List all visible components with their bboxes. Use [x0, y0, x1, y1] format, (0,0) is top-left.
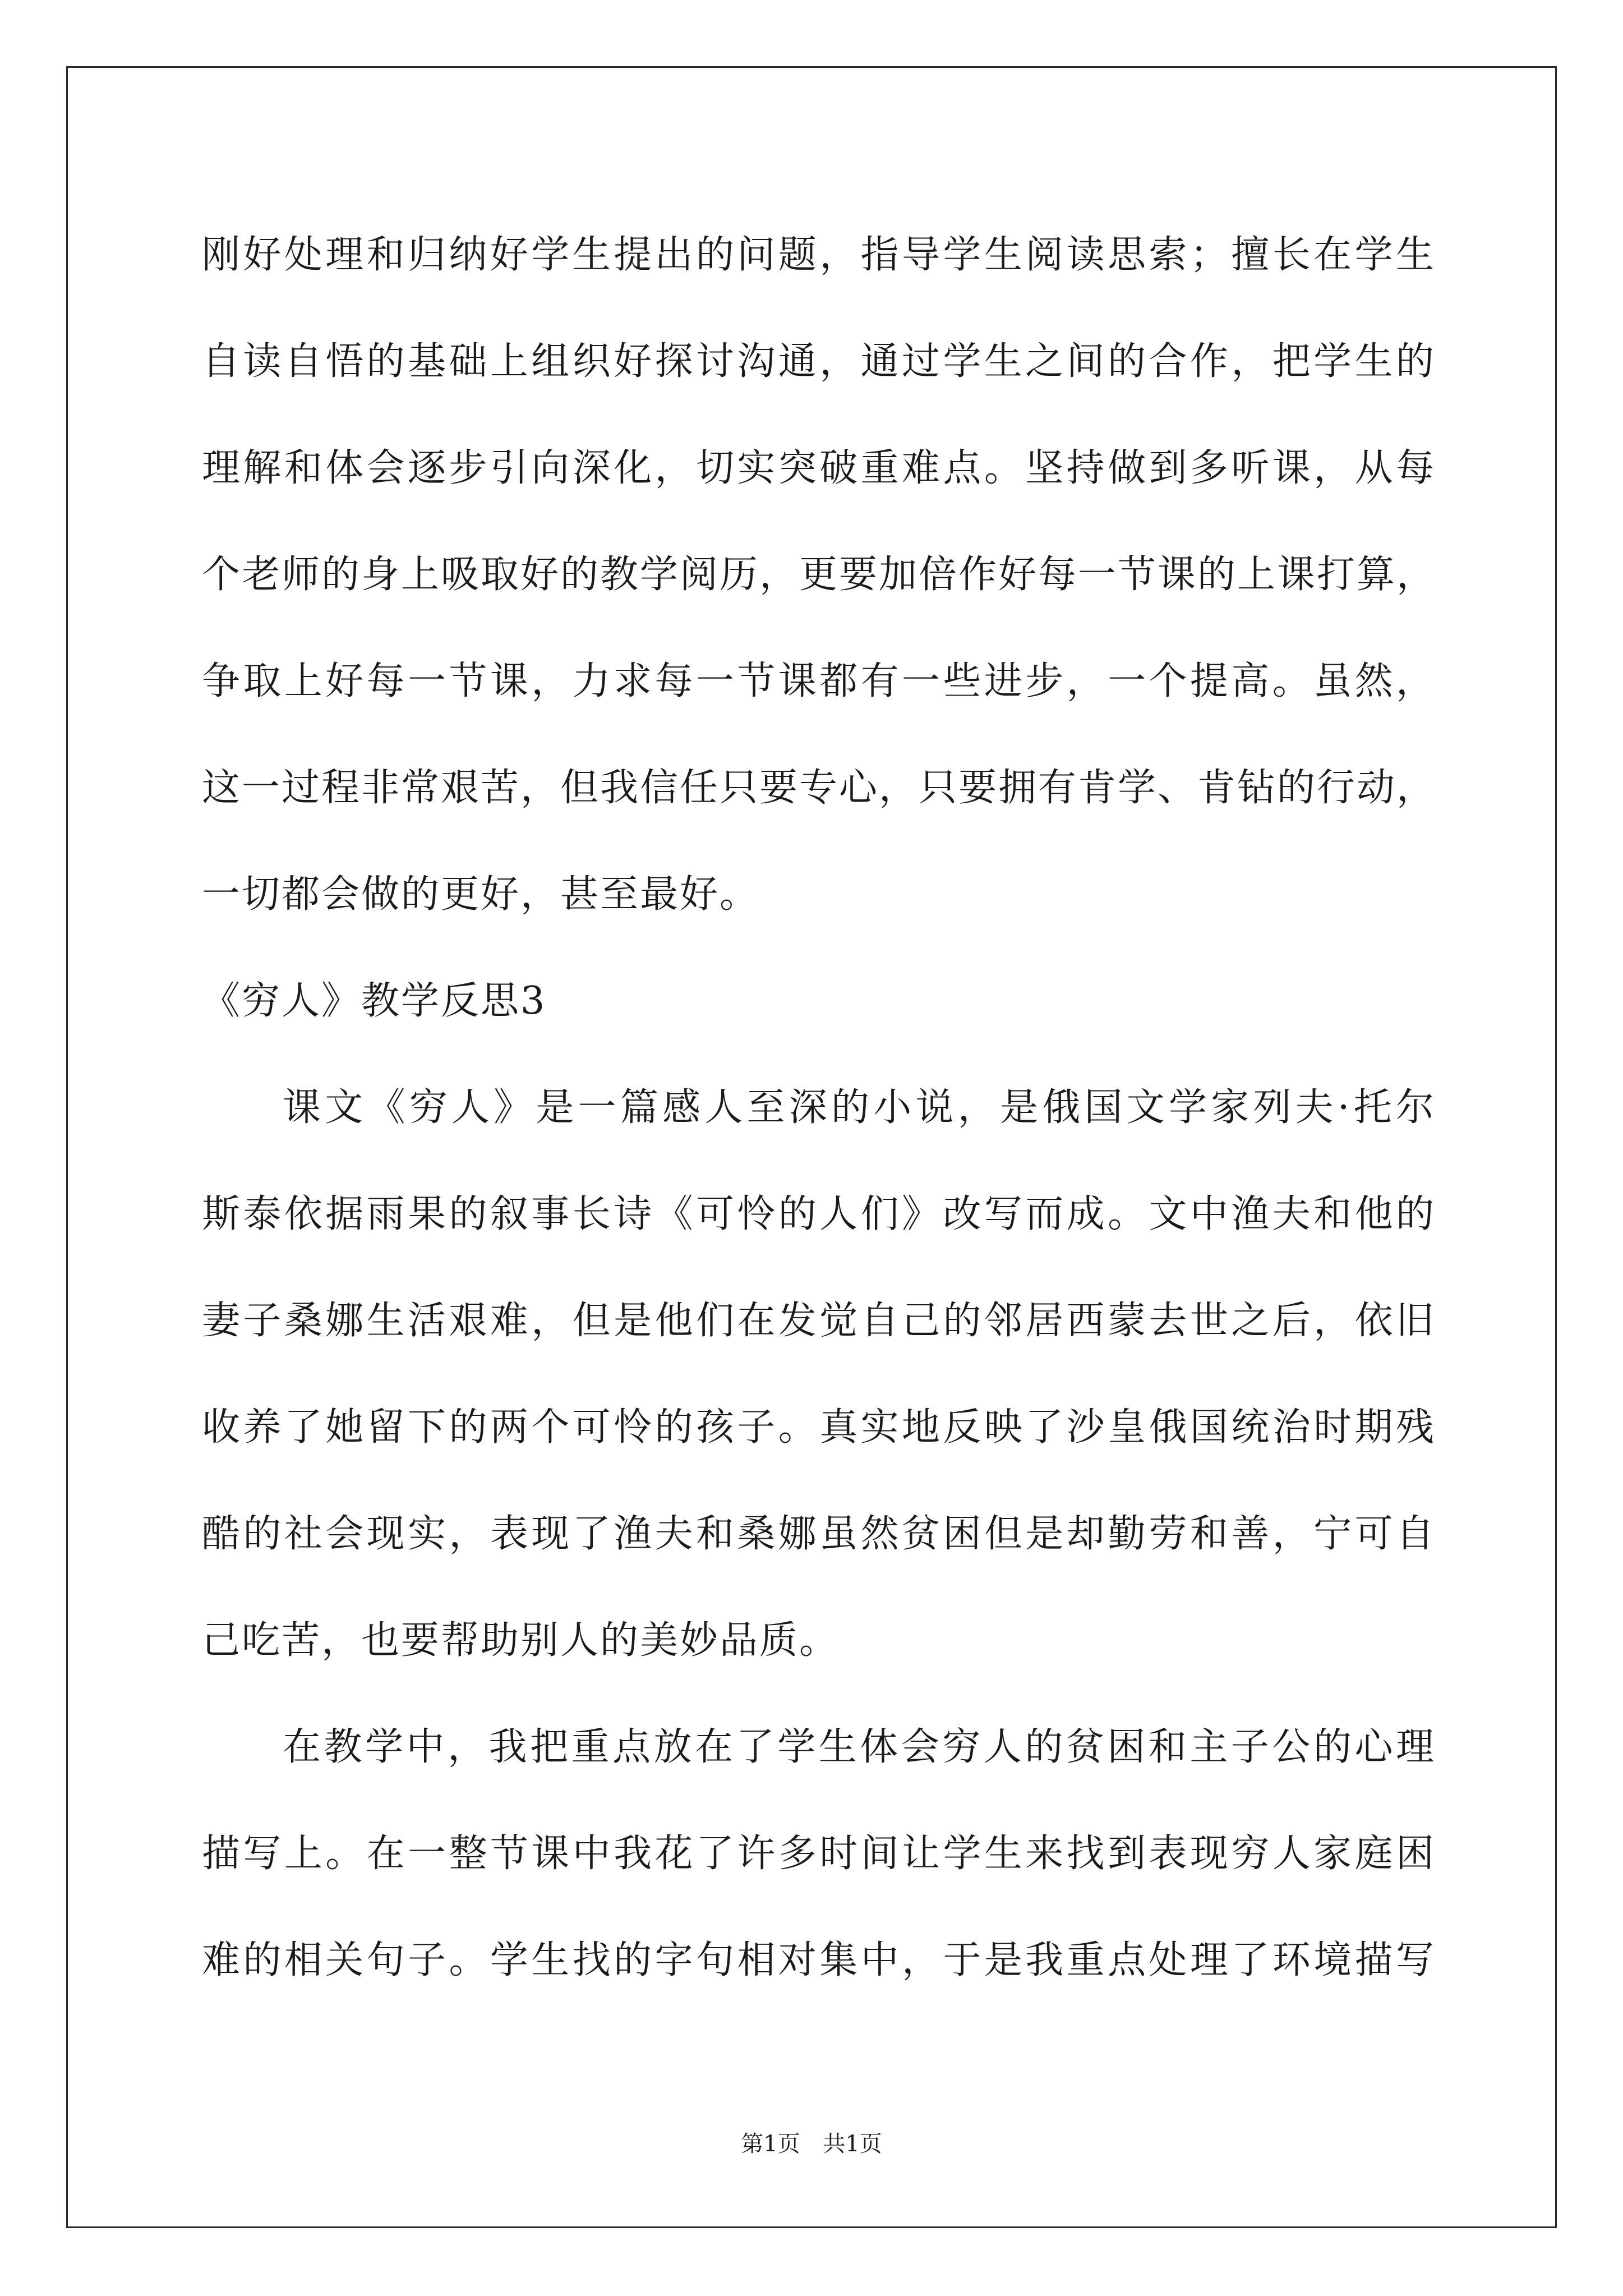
paragraph-line: 课文《穷人》是一篇感人至深的小说，是俄国文学家列夫·托尔	[283, 1085, 1436, 1130]
paragraph-line: 个老师的身上吸取好的教学阅历，更要加倍作好每一节课的上课打算，	[202, 553, 1437, 597]
page-footer	[0, 2126, 1623, 2158]
paragraph-line: 斯泰依据雨果的叙事长诗《可怜的人们》改写而成。文中渔夫和他的	[202, 1192, 1436, 1236]
document-body	[202, 202, 1436, 2014]
paragraph-line: 一切都会做的更好，甚至最好。	[202, 872, 760, 917]
paragraph-line: 收养了她留下的两个可怜的孩子。真实地反映了沙皇俄国统治时期残	[202, 1405, 1436, 1450]
page-total: 共1页	[823, 2131, 882, 2157]
paragraph-line: 酷的社会现实，表现了渔夫和桑娜虽然贫困但是却勤劳和善，宁可自	[202, 1512, 1436, 1556]
paragraph-line: 在教学中，我把重点放在了学生体会穷人的贫困和主子公的心理	[283, 1725, 1436, 1769]
paragraph-line: 理解和体会逐步引向深化，切实突破重难点。坚持做到多听课，从每	[202, 446, 1436, 490]
paragraph-line: 己吃苦，也要帮助别人的美妙品质。	[202, 1618, 840, 1663]
paragraph-line: 刚好处理和归纳好学生提出的问题，指导学生阅读思索；擅长在学生	[202, 233, 1436, 277]
paragraph-line: 这一过程非常艰苦，但我信任只要专心，只要拥有肯学、肯钻的行动，	[202, 766, 1437, 810]
paragraph-line: 妻子桑娜生活艰难，但是他们在发觉自己的邻居西蒙去世之后，依旧	[202, 1299, 1436, 1343]
paragraph-line: 描写上。在一整节课中我花了许多时间让学生来找到表现穷人家庭困	[202, 1832, 1436, 1876]
page-number: 第1页	[741, 2131, 800, 2157]
paragraph-line: 难的相关句子。学生找的字句相对集中，于是我重点处理了环境描写	[202, 1938, 1436, 1982]
section-heading: 《穷人》教学反思3	[202, 979, 547, 1023]
paragraph-line: 争取上好每一节课，力求每一节课都有一些进步，一个提高。虽然，	[202, 659, 1436, 703]
paragraph-line: 自读自悟的基础上组织好探讨沟通，通过学生之间的合作，把学生的	[202, 339, 1436, 384]
